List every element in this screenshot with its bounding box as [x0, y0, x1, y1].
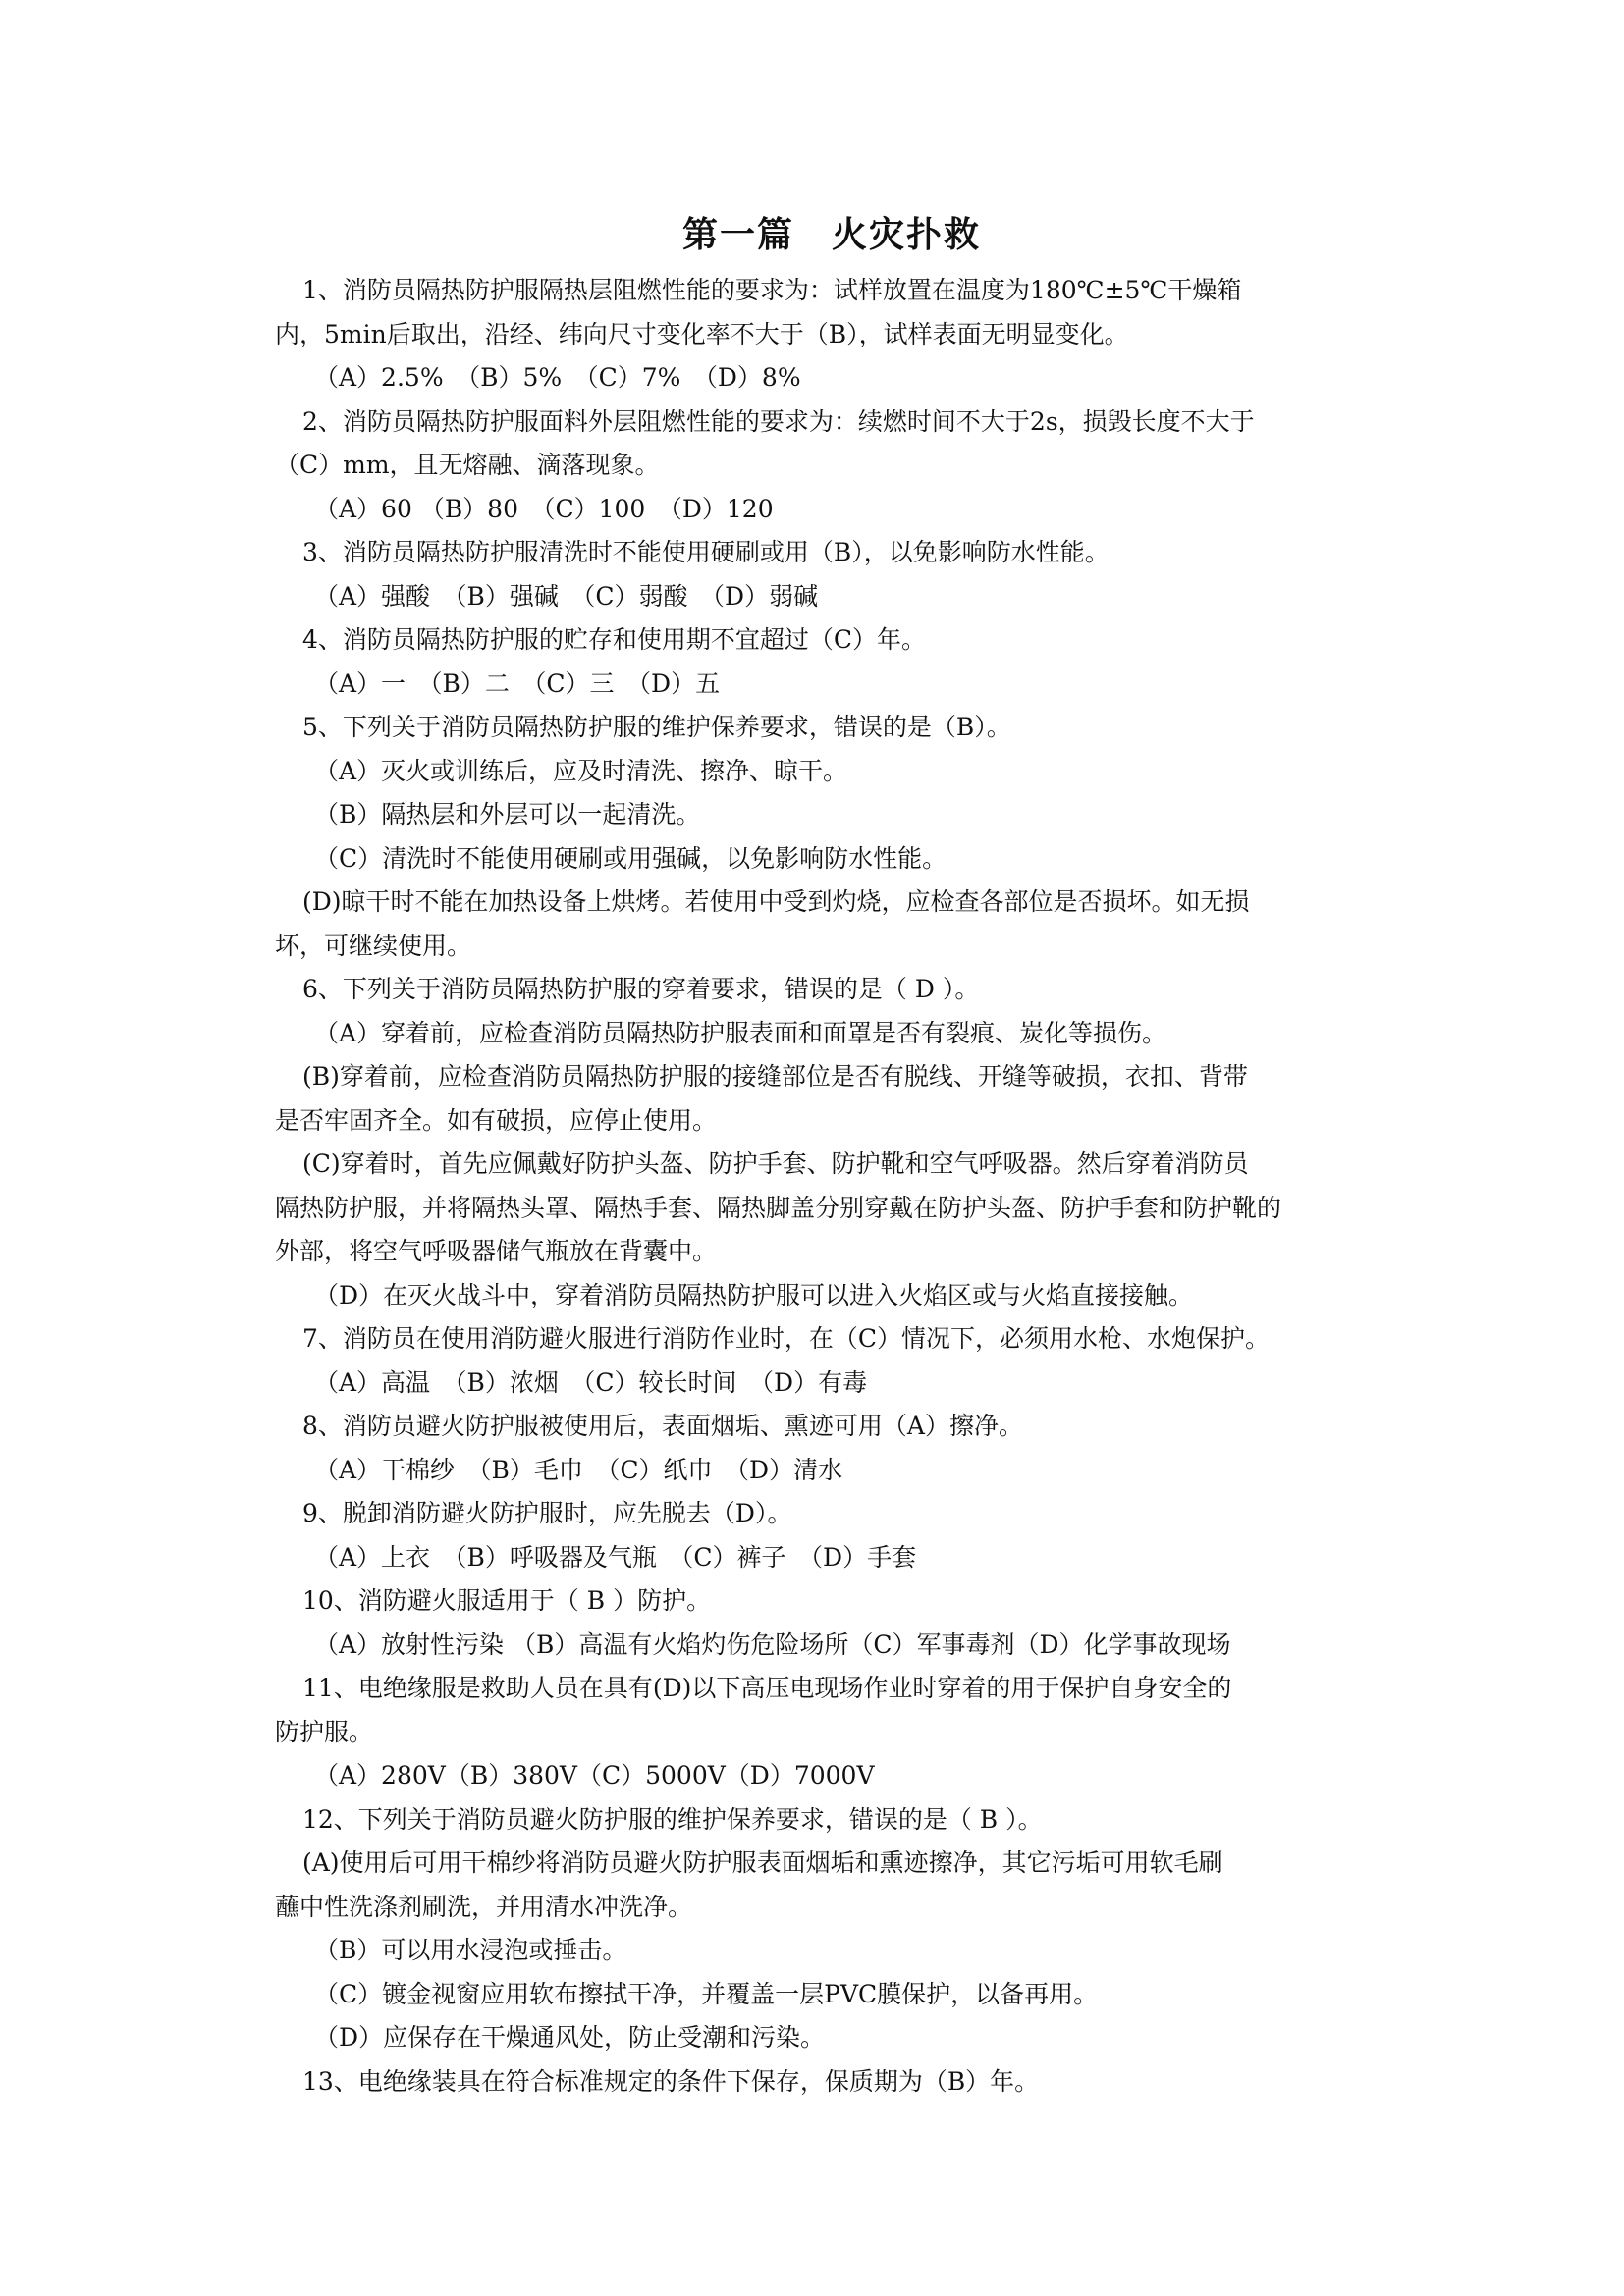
question-line: (B)穿着前，应检查消防员隔热防护服的接缝部位是否有脱线、开缝等破损，衣扣、背带 — [302, 1062, 1248, 1091]
continuation-line: 外部，将空气呼吸器储气瓶放在背囊中。 — [275, 1237, 718, 1265]
question-line: 3、消防员隔热防护服清洗时不能使用硬刷或用（B），以免影响防水性能。 — [302, 538, 1110, 566]
answer-options-line: （C）清洗时不能使用硬刷或用强碱，以免影响防水性能。 — [314, 843, 947, 873]
continuation-line: （C）mm，且无熔融、滴落现象。 — [275, 451, 660, 479]
question-line: 10、消防避火服适用于（ B ）防护。 — [302, 1586, 712, 1615]
answer-options-line: （A）强酸 （B）强碱 （C）弱酸 （D）弱碱 — [314, 581, 819, 611]
answer-options-line: （A）放射性污染 （B）高温有火焰灼伤危险场所（C）军事毒剂（D）化学事故现场 — [314, 1629, 1231, 1659]
question-line: 13、电绝缘装具在符合标准规定的条件下保存，保质期为（B）年。 — [302, 2066, 1040, 2096]
continuation-line: 防护服。 — [275, 1717, 374, 1746]
question-line: 8、消防员避火防护服被使用后，表面烟垢、熏迹可用（A）擦净。 — [302, 1412, 1023, 1440]
continuation-line: 内，5min后取出，沿经、纬向尺寸变化率不大于（B），试样表面无明显变化。 — [275, 319, 1129, 348]
document-body — [275, 269, 1388, 2104]
answer-options-line: （A）干棉纱 （B）毛巾 （C）纸巾 （D）清水 — [314, 1455, 843, 1484]
continuation-line: 坏，可继续使用。 — [275, 931, 472, 960]
question-line: 7、消防员在使用消防避火服进行消防作业时，在（C）情况下，必须用水枪、水炮保护。 — [302, 1324, 1271, 1353]
question-line: (C)穿着时，首先应佩戴好防护头盔、防护手套、防护靴和空气呼吸器。然后穿着消防员 — [302, 1149, 1249, 1178]
answer-options-line: （A）60 （B）80 （C）100 （D）120 — [314, 494, 774, 523]
answer-options-line: （A）2.5% （B）5% （C）7% （D）8% — [314, 363, 801, 392]
answer-options-line: （B）隔热层和外层可以一起清洗。 — [314, 800, 701, 828]
page-title: 第一篇 火灾扑救 — [681, 215, 981, 255]
continuation-line: 蘸中性洗涤剂刷洗，并用清水冲洗净。 — [275, 1892, 693, 1921]
question-line: 4、消防员隔热防护服的贮存和使用期不宜超过（C）年。 — [302, 625, 927, 654]
question-line: 1、消防员隔热防护服隔热层阻燃性能的要求为：试样放置在温度为180℃±5℃干燥箱 — [302, 276, 1242, 304]
question-line: 5、下列关于消防员隔热防护服的维护保养要求，错误的是（B）。 — [302, 713, 1011, 741]
answer-options-line: （D）在灭火战斗中，穿着消防员隔热防护服可以进入火焰区或与火焰直接接触。 — [314, 1280, 1194, 1309]
question-line: 12、下列关于消防员避火防护服的维护保养要求，错误的是（ B ）。 — [302, 1804, 1043, 1834]
question-line: 9、脱卸消防避火防护服时，应先脱去（D）。 — [302, 1499, 792, 1527]
answer-options-line: （A）280V（B）380V（C）5000V（D）7000V — [314, 1761, 875, 1789]
answer-options-line: （C）镀金视窗应用软布擦拭干净，并覆盖一层PVC膜保护，以备再用。 — [314, 1979, 1099, 2008]
answer-options-line: （A）灭火或训练后，应及时清洗、擦净、晾干。 — [314, 756, 848, 785]
answer-options-line: （A）一 （B）二 （C）三 （D）五 — [314, 668, 721, 698]
answer-options-line: （A）上衣 （B）呼吸器及气瓶 （C）裤子 （D）手套 — [314, 1542, 917, 1572]
answer-options-line: （B）可以用水浸泡或捶击。 — [314, 1936, 627, 1964]
question-line: (A)使用后可用干棉纱将消防员避火防护服表面烟垢和熏迹擦净，其它污垢可用软毛刷 — [302, 1848, 1223, 1877]
continuation-line: 是否牢固齐全。如有破损，应停止使用。 — [275, 1105, 718, 1135]
question-line: 11、电绝缘服是救助人员在具有(D)以下高压电现场作业时穿着的用于保护自身安全的 — [302, 1674, 1232, 1702]
answer-options-line: （D）应保存在干燥通风处，防止受潮和污染。 — [314, 2023, 826, 2052]
answer-options-line: （A）穿着前，应检查消防员隔热防护服表面和面罩是否有裂痕、炭化等损伤。 — [314, 1018, 1167, 1047]
question-line: (D)晾干时不能在加热设备上烘烤。若使用中受到灼烧，应检查各部位是否损坏。如无损 — [302, 887, 1250, 916]
question-line: 6、下列关于消防员隔热防护服的穿着要求，错误的是（ D ）。 — [302, 975, 980, 1003]
continuation-line: 隔热防护服，并将隔热头罩、隔热手套、隔热脚盖分别穿戴在防护头盔、防护手套和防护靴的 — [275, 1193, 1282, 1222]
answer-options-line: （A）高温 （B）浓烟 （C）较长时间 （D）有毒 — [314, 1367, 868, 1397]
question-line: 2、消防员隔热防护服面料外层阻燃性能的要求为：续燃时间不大于2s，损毁长度不大于 — [302, 406, 1255, 436]
